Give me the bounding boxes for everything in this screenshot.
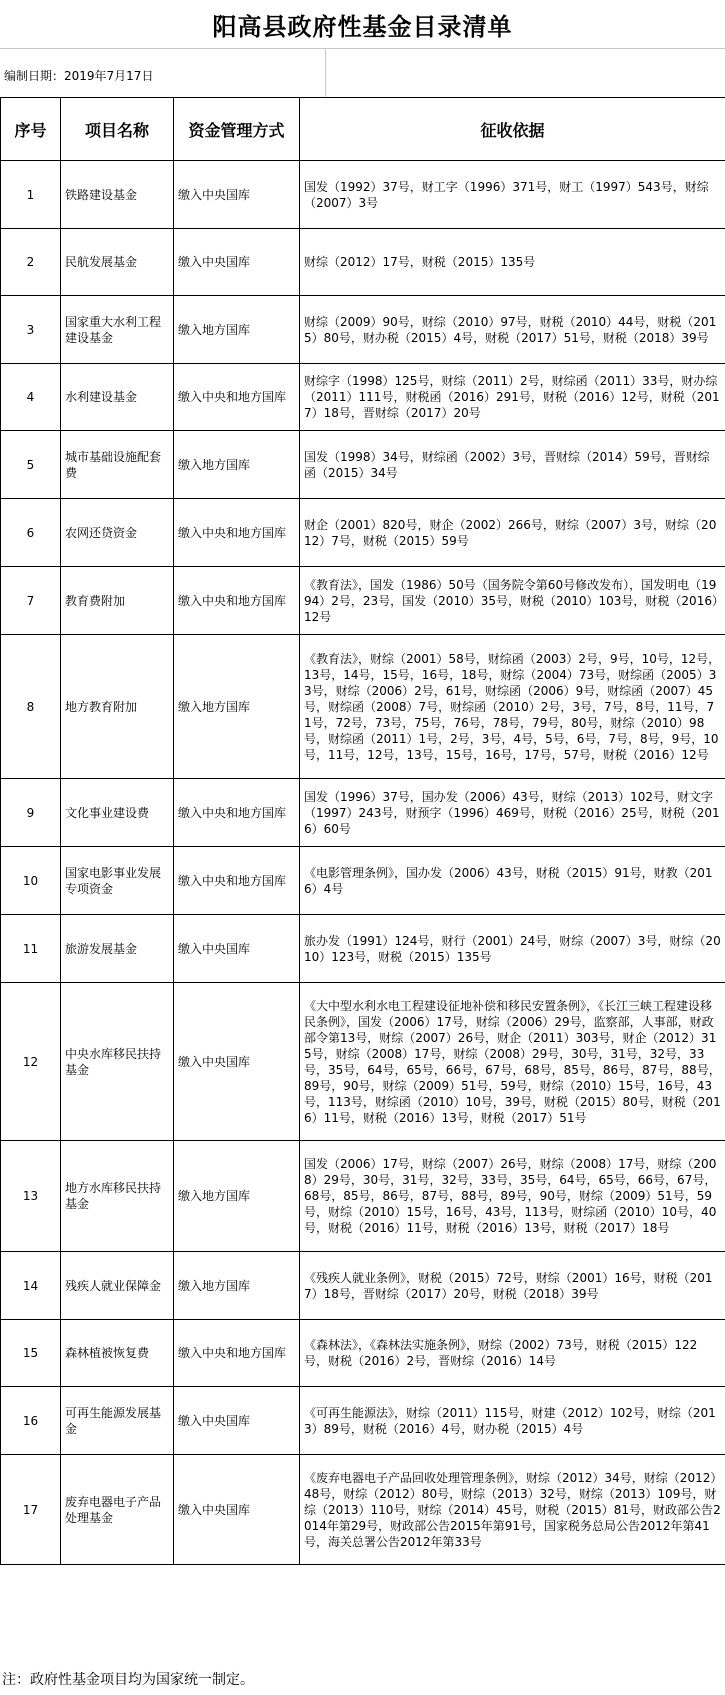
fund-management: 缴入中央和地方国库 — [174, 847, 300, 915]
footnote: 注：政府性基金项目均为国家统一制定。 — [2, 1672, 254, 1688]
fund-management: 缴入地方国库 — [174, 635, 300, 779]
header-basis: 征收依据 — [300, 98, 725, 161]
fund-name: 国家重大水利工程建设基金 — [61, 296, 174, 364]
fund-name: 教育费附加 — [61, 567, 174, 635]
fund-management: 缴入中央国库 — [174, 915, 300, 983]
table-row — [1, 635, 725, 779]
row-number: 17 — [1, 1455, 61, 1565]
fund-catalog-table — [0, 97, 725, 1565]
fund-name: 民航发展基金 — [61, 229, 174, 296]
fund-management: 缴入中央国库 — [174, 161, 300, 229]
fund-management: 缴入中央和地方国库 — [174, 364, 300, 431]
header-no: 序号 — [1, 98, 61, 161]
table-row — [1, 229, 725, 296]
fund-management: 缴入中央国库 — [174, 983, 300, 1141]
fund-name: 铁路建设基金 — [61, 161, 174, 229]
fund-basis: 财企（2001）820号，财企（2002）266号，财综（2007）3号，财综（2012）7号，财税（2015）59号 — [300, 499, 725, 567]
row-number: 6 — [1, 499, 61, 567]
fund-name: 地方水库移民扶持基金 — [61, 1141, 174, 1252]
table-row — [1, 161, 725, 229]
table-row — [1, 915, 725, 983]
table-row — [1, 296, 725, 364]
fund-basis: 《残疾人就业条例》，财税（2015）72号，财综（2001）16号，财税（2017）18号，晋财综（2017）20号，财税（2018）39号 — [300, 1252, 725, 1320]
fund-basis: 国发（1992）37号，财工字（1996）371号，财工（1997）543号，财综（2007）3号 — [300, 161, 725, 229]
row-number: 11 — [1, 915, 61, 983]
fund-name: 城市基础设施配套费 — [61, 431, 174, 499]
fund-basis: 旅办发（1991）124号，财行（2001）24号，财综（2007）3号，财综（2010）123号，财税（2015）135号 — [300, 915, 725, 983]
fund-management: 缴入地方国库 — [174, 1252, 300, 1320]
fund-basis: 国发（2006）17号，财综（2007）26号，财综（2008）17号，财综（2008）29号，30号，31号，32号，33号，35号，64号，65号，66号，67号，68号，85号，86号，87号，88号，89号，90号，财综（2009）51号，59号，财综（2010）15号，16号，43号，113号，财综函（2010）10号，40号，财税（2016）11号，财税（2016）13号，财税（2017）18号 — [300, 1141, 725, 1252]
fund-basis: 财综（2009）90号，财综（2010）97号，财税（2010）44号，财税（2015）80号，财办税（2015）4号，财税（2017）51号，财税（2018）39号 — [300, 296, 725, 364]
fund-name: 旅游发展基金 — [61, 915, 174, 983]
row-number: 10 — [1, 847, 61, 915]
row-number: 15 — [1, 1320, 61, 1387]
table-row — [1, 983, 725, 1141]
fund-name: 中央水库移民扶持基金 — [61, 983, 174, 1141]
fund-management: 缴入地方国库 — [174, 296, 300, 364]
fund-basis: 《电影管理条例》，国办发（2006）43号，财税（2015）91号，财教（2016）4号 — [300, 847, 725, 915]
fund-management: 缴入中央和地方国库 — [174, 567, 300, 635]
row-number: 5 — [1, 431, 61, 499]
fund-basis: 财综字（1998）125号，财综（2011）2号，财综函（2011）33号，财办综（2011）111号，财税函（2016）291号，财税（2016）12号，财税（2017）18号，晋财综（2017）20号 — [300, 364, 725, 431]
fund-basis: 《大中型水利水电工程建设征地补偿和移民安置条例》，《长江三峡工程建设移民条例》，国发（2006）17号，财综（2006）29号，监察部，人事部，财政部令第13号，财综（2007）26号，财企（2011）303号，财企（2012）315号，财综（2008）17号，财综（2008）29号，30号，31号，32号，33号，35号，64号，65号，66号，67号，68号，85号，86号，87号，88号，89号，90号，财综（2009）51号，59号，财综（2010）15号，16号，43号，113号，财综函（2010）10号，39号，财税（2015）80号，财税（2016）11号，财税（2016）13号，财税（2017）51号 — [300, 983, 725, 1141]
fund-basis: 《教育法》，国发（1986）50号（国务院令第60号修改发布），国发明电（1994）2号，23号，国发（2010）35号，财税（2010）103号，财税（2016）12号 — [300, 567, 725, 635]
fund-management: 缴入地方国库 — [174, 431, 300, 499]
table-row — [1, 567, 725, 635]
fund-basis: 《教育法》，财综（2001）58号，财综函（2003）2号，9号，10号，12号，13号，14号，15号，16号，18号，财综（2004）73号，财综函（2005）33号，财综（2006）2号，61号，财综函（2006）9号，财综函（2007）45号，财综函（2008）7号，财综函（2010）2号，3号，7号，8号，11号，71号，72号，73号，75号，76号，78号，79号，80号，财综（2010）98号，财综函（2011）1号，2号，3号，4号，5号，6号，7号，8号，9号，10号，11号，12号，13号，15号，16号，17号，57号，财税（2016）12号 — [300, 635, 725, 779]
table-row — [1, 847, 725, 915]
fund-basis: 国发（1996）37号，国办发（2006）43号，财综（2013）102号，财文字（1997）243号，财预字（1996）469号，财税（2016）25号，财税（2016）60号 — [300, 779, 725, 847]
page-title: 阳高县政府性基金目录清单 — [212, 11, 513, 41]
row-number: 3 — [1, 296, 61, 364]
fund-name: 残疾人就业保障金 — [61, 1252, 174, 1320]
fund-name: 森林植被恢复费 — [61, 1320, 174, 1387]
row-number: 13 — [1, 1141, 61, 1252]
fund-management: 缴入中央国库 — [174, 1455, 300, 1565]
row-number: 7 — [1, 567, 61, 635]
compile-date-row — [0, 49, 725, 97]
date-row-divider — [325, 49, 326, 97]
fund-management: 缴入中央和地方国库 — [174, 499, 300, 567]
row-number: 12 — [1, 983, 61, 1141]
header-mgmt: 资金管理方式 — [174, 98, 300, 161]
table-row — [1, 1455, 725, 1565]
fund-management: 缴入地方国库 — [174, 1141, 300, 1252]
fund-name: 地方教育附加 — [61, 635, 174, 779]
fund-basis: 《森林法》，《森林法实施条例》，财综（2002）73号，财税（2015）122号，财税（2016）2号，晋财综（2016）14号 — [300, 1320, 725, 1387]
fund-name: 国家电影事业发展专项资金 — [61, 847, 174, 915]
header-name: 项目名称 — [61, 98, 174, 161]
row-number: 16 — [1, 1387, 61, 1455]
row-number: 4 — [1, 364, 61, 431]
compile-date: 编制日期：2019年7月17日 — [4, 69, 154, 83]
fund-name: 可再生能源发展基金 — [61, 1387, 174, 1455]
table-row — [1, 364, 725, 431]
fund-name: 农网还贷资金 — [61, 499, 174, 567]
fund-name: 废弃电器电子产品处理基金 — [61, 1455, 174, 1565]
fund-basis: 国发（1998）34号，财综函（2002）3号，晋财综（2014）59号，晋财综函（2015）34号 — [300, 431, 725, 499]
table-header-row — [1, 98, 725, 161]
fund-name: 水利建设基金 — [61, 364, 174, 431]
fund-management: 缴入中央国库 — [174, 1387, 300, 1455]
row-number: 8 — [1, 635, 61, 779]
row-number: 1 — [1, 161, 61, 229]
table-row — [1, 431, 725, 499]
fund-management: 缴入中央和地方国库 — [174, 779, 300, 847]
table-row — [1, 1387, 725, 1455]
table-row — [1, 1320, 725, 1387]
table-row — [1, 779, 725, 847]
fund-management: 缴入中央和地方国库 — [174, 1320, 300, 1387]
row-number: 9 — [1, 779, 61, 847]
fund-basis: 《废弃电器电子产品回收处理管理条例》，财综（2012）34号，财综（2012）48号，财综（2012）80号，财综（2013）32号，财综（2013）109号，财综（2013）110号，财综（2014）45号，财税（2015）81号，财政部公告2014年第29号，财政部公告2015年第91号，国家税务总局公告2012年第41号，海关总署公告2012年第33号 — [300, 1455, 725, 1565]
fund-name: 文化事业建设费 — [61, 779, 174, 847]
row-number: 14 — [1, 1252, 61, 1320]
fund-management: 缴入中央国库 — [174, 229, 300, 296]
table-row — [1, 1252, 725, 1320]
row-number: 2 — [1, 229, 61, 296]
table-row — [1, 1141, 725, 1252]
fund-basis: 财综（2012）17号，财税（2015）135号 — [300, 229, 725, 296]
table-row — [1, 499, 725, 567]
fund-basis: 《可再生能源法》，财综（2011）115号，财建（2012）102号，财综（2013）89号，财税（2016）4号，财办税（2015）4号 — [300, 1387, 725, 1455]
